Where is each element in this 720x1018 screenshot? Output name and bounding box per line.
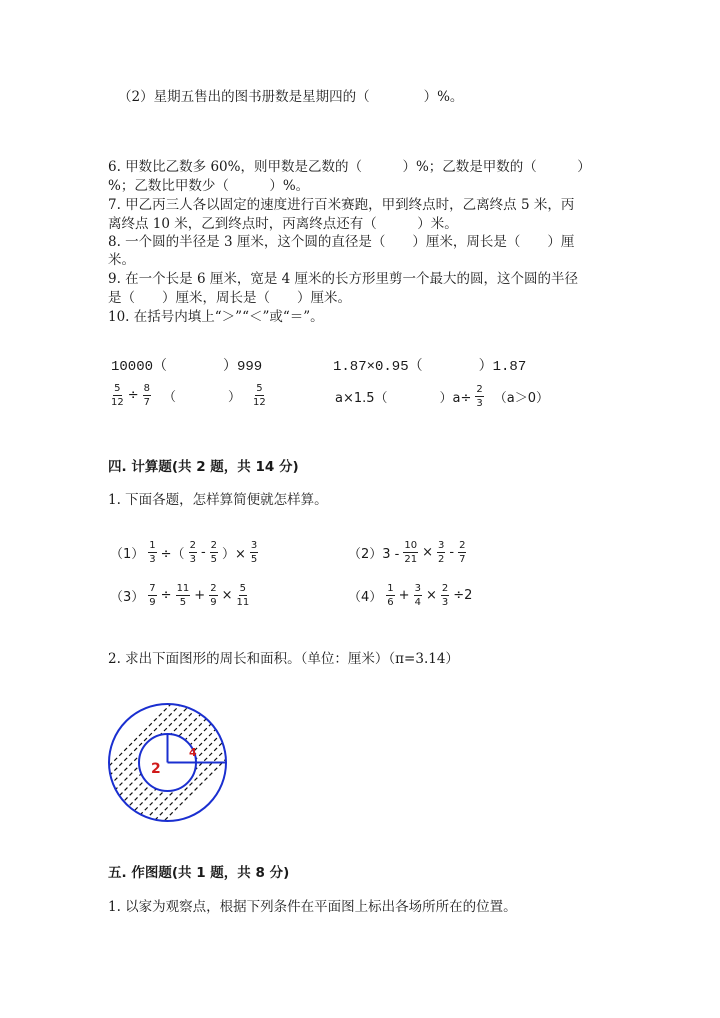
question-7-line-1: 7. 甲乙丙三人各以固定的速度进行百米赛跑，甲到终点时，乙离终点 5 米，丙 [108, 197, 575, 213]
question-8-line-1: 8. 一个圆的半径是 3 厘米，这个圆的直径是（ ）厘米，周长是（ ）厘 [108, 234, 575, 250]
section-5-question-1: 1. 以家为观察点，根据下列条件在平面图上标出各场所所在的位置。 [108, 899, 517, 915]
expression-2: （2）3 - $\frac{10}{21}$ × $\frac{3}{2}$ - $\frac{2}{7}$ [348, 540, 466, 565]
section-4-question-1: 1. 下面各题，怎样算简便就怎样算。 [108, 492, 328, 508]
inner-radius-label: 2 [151, 761, 161, 777]
section-5-title: 五. 作图题(共 1 题，共 8 分) [108, 865, 290, 881]
fraction: $\frac{8}{7}$ [143, 383, 151, 408]
expression-4: （4） $\frac{1}{6}$ + $\frac{3}{4}$ × $\frac{2}{3}$ ÷2 [348, 583, 473, 608]
question-5-part-2: （2）星期五售出的图书册数是星期四的（ ）%。 [118, 89, 464, 105]
expression-3: （3） $\frac{7}{9}$ ÷ $\frac{11}{5}$ + $\frac{2}{9}$ × $\frac{5}{11}$ [110, 583, 250, 608]
section-4-question-2: 2. 求出下面图形的周长和面积。（单位：厘米）（π=3.14） [108, 651, 459, 667]
question-8-line-2: 米。 [108, 252, 135, 268]
annulus-figure [105, 700, 230, 825]
question-9-line-2: 是（ ）厘米，周长是（ ）厘米。 [108, 290, 351, 306]
outer-radius-label: 4 [189, 746, 197, 759]
fraction: $\frac{5}{12}$ [111, 383, 124, 408]
section-4-title: 四. 计算题(共 2 题，共 14 分) [108, 459, 299, 475]
expression-1: （1） $\frac{1}{3}$ ÷（ $\frac{2}{3}$ - $\frac{2}{5}$ ）× $\frac{3}{5}$ [110, 540, 258, 565]
question-10: 10. 在括号内填上“＞”“＜”或“＝”。 [108, 309, 324, 325]
compare-b: 1.87×0.95（ ）1.87 [333, 359, 527, 375]
fraction: $\frac{5}{12}$ [253, 383, 266, 408]
compare-d: a×1.5（ ）a÷ $\frac{2}{3}$ （a＞0） [335, 384, 550, 409]
question-9-line-1: 9. 在一个长是 6 厘米，宽是 4 厘米的长方形里剪一个最大的圆，这个圆的半径 [108, 271, 579, 287]
fraction: $\frac{2}{3}$ [476, 384, 483, 409]
question-7-line-2: 离终点 10 米，乙到终点时，丙离终点还有（ ）米。 [108, 216, 458, 232]
compare-c: $\frac{5}{12}$ ÷ $\frac{8}{7}$ （ ） $\frac{5}{12}$ [111, 383, 266, 408]
question-6-line-2: %；乙数比甲数少（ ）%。 [108, 178, 310, 194]
question-6-line-1: 6. 甲数比乙数多 60%，则甲数是乙数的（ ）%；乙数是甲数的（ ） [108, 159, 591, 175]
compare-a: 10000（ ）999 [111, 359, 263, 375]
